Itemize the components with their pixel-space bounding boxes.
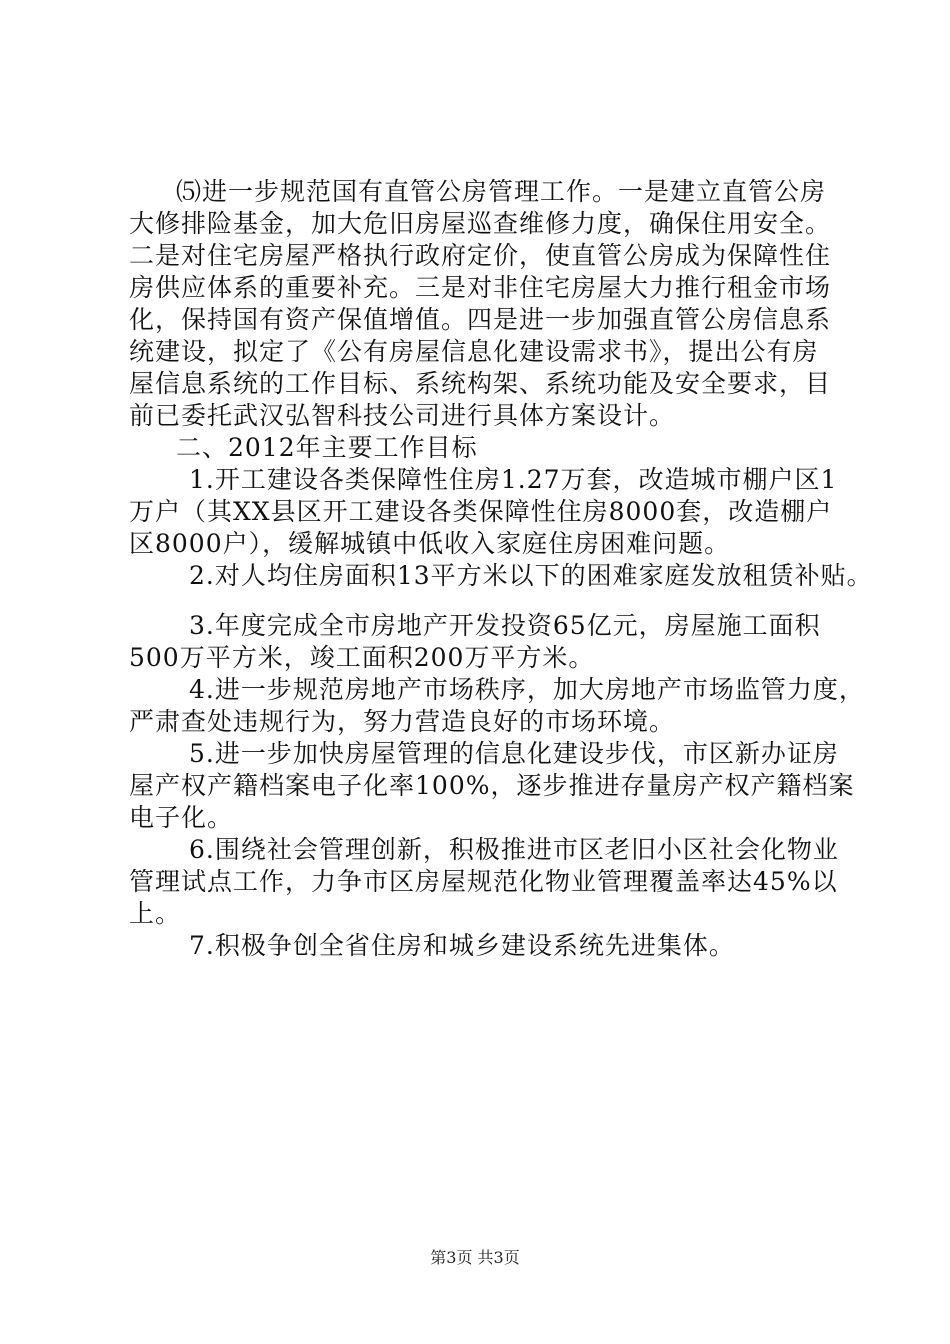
goal-5-line: 电子化。: [129, 803, 234, 832]
goal-7-line: 7.积极争创全省住房和城乡建设系统先进集体。: [189, 931, 735, 960]
paragraph-5-line: 屋信息系统的工作目标、系统构架、系统功能及安全要求，目: [129, 369, 832, 398]
goal-2-line: 2.对人均住房面积13平方米以下的困难家庭发放租赁补贴。: [189, 561, 873, 590]
goal-4-line: 4.进一步规范房地产市场秩序，加大房地产市场监管力度，: [189, 675, 865, 704]
goal-6-line: 管理试点工作，力争市区房屋规范化物业管理覆盖率达45%以: [129, 867, 838, 896]
paragraph-5-line: 统建设，拟定了《公有房屋信息化建设需求书》，提出公有房: [129, 337, 819, 366]
goal-5-line: 屋产权产籍档案电子化率100%，逐步推进存量房产权产籍档案: [129, 771, 855, 800]
goal-1-line: 区8000户），缓解城镇中低收入家庭住房困难问题。: [129, 529, 731, 558]
goal-3-line: 500万平方米，竣工面积200万平方米。: [129, 643, 595, 672]
paragraph-5-line: 大修排险基金，加大危旧房屋巡查维修力度，确保住用安全。: [129, 209, 832, 238]
paragraph-5-line: 房供应体系的重要补充。三是对非住宅房屋大力推行租金市场: [129, 273, 832, 302]
page-number-footer: 第3页 共3页: [430, 1248, 520, 1267]
goal-3-line: 3.年度完成全市房地产开发投资65亿元，房屋施工面积: [189, 611, 821, 640]
paragraph-5-line: 化，保持国有资产保值增值。四是进一步加强直管公房信息系: [129, 305, 832, 334]
section-heading: 二、2012年主要工作目标: [176, 433, 478, 462]
goal-4-line: 严肃查处违规行为，努力营造良好的市场环境。: [129, 707, 676, 736]
goal-1-line: 1.开工建设各类保障性住房1.27万套，改造城市棚户区1: [189, 465, 838, 494]
goal-6-line: 6.围绕社会管理创新，积极推进市区老旧小区社会化物业: [189, 835, 839, 864]
goal-1-line: 万户（其XX县区开工建设各类保障性住房8000套，改造棚户: [129, 497, 833, 526]
paragraph-5-line: ⑸进一步规范国有直管公房管理工作。一是建立直管公房: [176, 177, 827, 206]
paragraph-5-line: 前已委托武汉弘智科技公司进行具体方案设计。: [129, 401, 676, 430]
goal-5-line: 5.进一步加快房屋管理的信息化建设步伐，市区新办证房: [189, 739, 839, 768]
goal-6-line: 上。: [129, 899, 182, 928]
paragraph-5-line: 二是对住宅房屋严格执行政府定价，使直管公房成为保障性住: [129, 241, 832, 270]
